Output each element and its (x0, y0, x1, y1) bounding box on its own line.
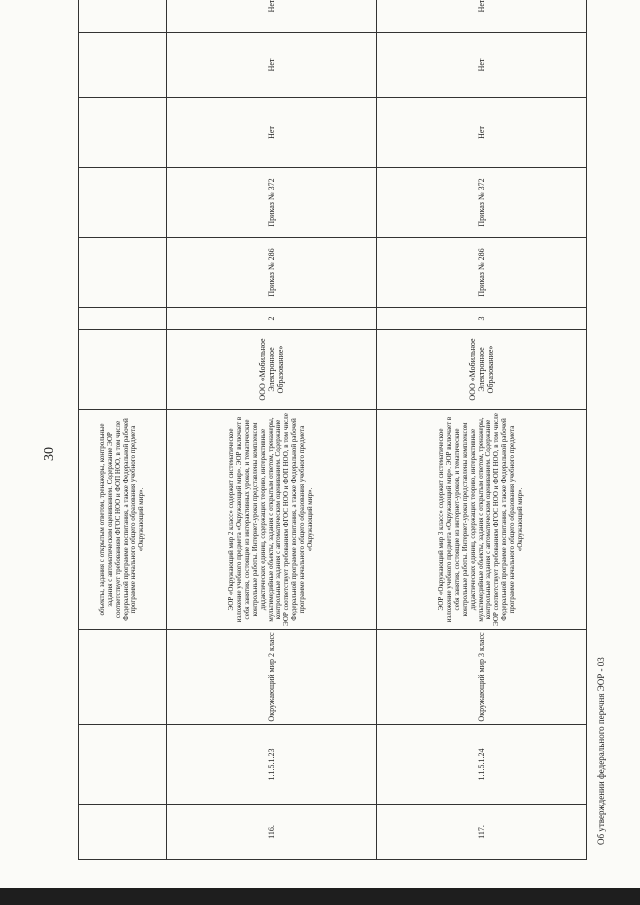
table-row (167, 0, 377, 860)
row-flag-2: Нет (167, 33, 377, 98)
page-number: 30 (42, 447, 57, 461)
row-grade: 2 (167, 308, 377, 330)
cell-empty (79, 805, 167, 860)
row-code: 1.1.5.1.24 (377, 725, 587, 805)
rotated-table-container (78, 0, 586, 860)
row-flag-3: Нет (377, 0, 587, 33)
row-flag-2: Нет (377, 33, 587, 98)
row-order-2: Приказ № 372 (377, 168, 587, 238)
row-flag-1: Нет (377, 98, 587, 168)
cell-empty (79, 33, 167, 98)
row-description: ЭОР «Окружающий мир 2 класс» содержит систематическое изложение учебного предмета «Окружающий мир». ЭОР включает в себя занятия, состоящие из интерактивных уроков, и тематические контрольные работы. Интернет-уроки представлены комплексом дидактических единиц, содержащих теорию, интерактивные мультимедийные объекты, задания с открытым ответом, тренажеры, контрольные задания с автоматическим оцениванием. Содержание ЭОР соответствует требованиям ФГОС НОО и ФОП НОО, в том числе Федеральной программе воспитания, а также Федеральной рабочей программе начального общего образования учебного предмета «Окружающий мир». (167, 410, 377, 630)
cell-empty (79, 630, 167, 725)
table-row-continuation (79, 0, 167, 860)
cell-empty (79, 0, 167, 33)
row-code: 1.1.5.1.23 (167, 725, 377, 805)
row-description: ЭОР «Окружающий мир 3 класс» содержит систематическое изложение учебного предмета «Окружающий мир». ЭОР включает в себя занятия, состоящие из интернет-уроков, и тематические контрольные работы. Интернет-уроки представлены комплексом дидактических единиц, содержащих теорию, интерактивные мультимедийные объекты, задания с открытым ответом, тренажеры, контрольные задания с автоматическим оцениванием. Содержание ЭОР соответствует требованиям ФГОС НОО и ФОП НОО, в том числе Федеральной программе воспитания, а также Федеральной рабочей программе начального общего образования учебного предмета «Окружающий мир». (377, 410, 587, 630)
row-flag-1: Нет (167, 98, 377, 168)
row-grade: 3 (377, 308, 587, 330)
cell-empty (79, 725, 167, 805)
row-title: Окружающий мир 3 класс (377, 630, 587, 725)
cell-empty (79, 308, 167, 330)
eor-table (78, 0, 587, 860)
row-order-2: Приказ № 372 (167, 168, 377, 238)
cell-empty (79, 238, 167, 308)
row-order-1: Приказ № 286 (167, 238, 377, 308)
continuation-description: объекты, задания с открытым ответом, тренажеры, контрольные задания с автоматическим оцениванием. Содержание ЭОР соответствует требованиям ФГОС НОО и ФОП НОО, в том числе Федеральной программе воспитания, а также Федеральной рабочей программе начального общего образования учебного предмета «Окружающий мир». (79, 410, 167, 630)
scan-bottom-edge (0, 888, 640, 905)
row-index: 117. (377, 805, 587, 860)
table-row (377, 0, 587, 860)
footer-text: Об утверждении федерального перечня ЭОР - 03 (596, 657, 606, 845)
row-index: 116. (167, 805, 377, 860)
cell-empty (79, 168, 167, 238)
cell-empty (79, 330, 167, 410)
row-flag-3: Нет (167, 0, 377, 33)
cell-empty (79, 98, 167, 168)
row-organization: ООО «Мобильное Электронное Образование» (167, 330, 377, 410)
row-title: Окружающий мир 2 класс (167, 630, 377, 725)
row-organization: ООО «Мобильное Электронное Образование» (377, 330, 587, 410)
row-order-1: Приказ № 286 (377, 238, 587, 308)
